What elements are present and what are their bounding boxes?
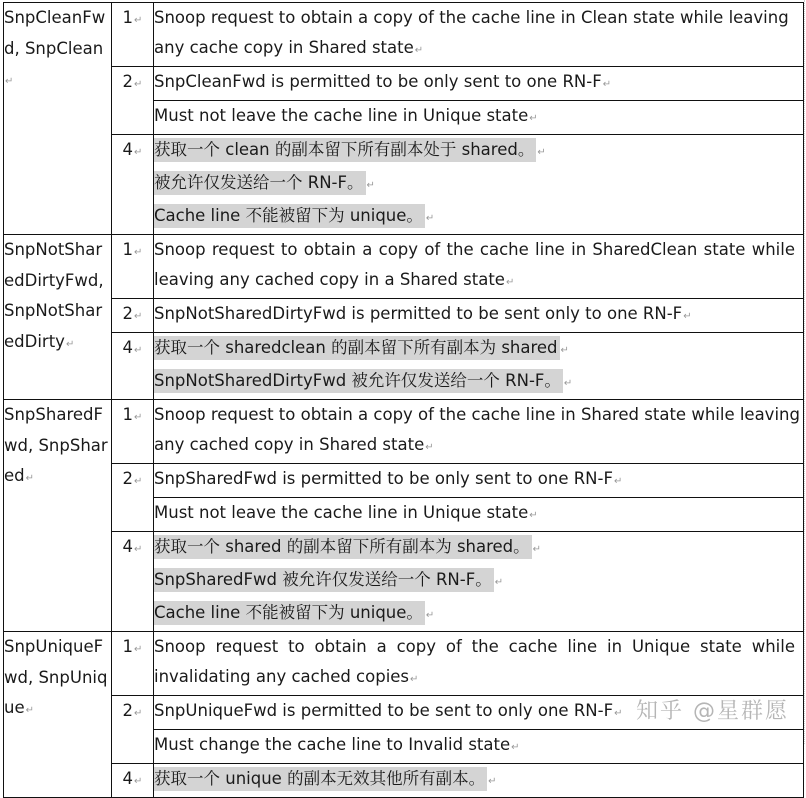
- paragraph-mark-icon: ↵: [134, 644, 143, 655]
- row-number-text: 1: [122, 240, 134, 259]
- snoop-type-name: SnpCleanFwd, SnpClean: [4, 8, 106, 58]
- paragraph-mark-icon: ↵: [134, 412, 143, 423]
- translation-cell: [154, 135, 804, 235]
- snoop-request-table: [3, 2, 804, 798]
- paragraph-mark-icon: ↵: [511, 742, 520, 753]
- paragraph-mark-icon: ↵: [614, 708, 623, 719]
- row-number-text: 4: [122, 537, 134, 556]
- paragraph-mark-icon: ↵: [613, 476, 623, 487]
- table-row: [4, 67, 804, 101]
- row-number-text: 2: [122, 701, 134, 720]
- description-cell: [154, 67, 804, 101]
- table-row: [4, 764, 804, 798]
- description-cell: [154, 464, 804, 498]
- row-number-text: 2: [122, 72, 134, 91]
- description-text: Snoop request to obtain a copy of the cache line in Shared state while leaving any cached copy in Shared state: [154, 405, 800, 454]
- table-row: [4, 333, 804, 400]
- paragraph-mark-icon: ↵: [532, 544, 542, 555]
- paragraph-mark-icon: ↵: [505, 277, 515, 288]
- paragraph-mark-icon: ↵: [134, 311, 143, 322]
- table-row: [4, 299, 804, 333]
- paragraph-mark-icon: ↵: [560, 345, 569, 356]
- description-text: Must not leave the cache line in Unique state: [154, 503, 529, 522]
- paragraph-mark-icon: ↵: [134, 544, 143, 555]
- row-number-text: 4: [122, 769, 134, 788]
- translation-cell: [154, 532, 804, 632]
- row-number: [112, 299, 154, 333]
- description-cell: [154, 632, 804, 696]
- paragraph-mark-icon: ↵: [410, 674, 419, 685]
- translation-line: Cache line 不能被留下为 unique。: [154, 601, 425, 625]
- paragraph-mark-icon: ↵: [537, 147, 546, 158]
- snoop-type-cell: [4, 235, 112, 400]
- paragraph-mark-icon: ↵: [134, 476, 143, 487]
- translation-cell: [154, 333, 804, 400]
- paragraph-mark-icon: ↵: [134, 708, 143, 719]
- paragraph-mark-icon: ↵: [5, 76, 14, 87]
- translation-line: 获取一个 shared 的副本留下所有副本为 shared。: [154, 535, 532, 559]
- paragraph-mark-icon: ↵: [134, 776, 143, 787]
- table-row: [4, 532, 804, 632]
- description-text: SnpSharedFwd is permitted to be only sent to one RN-F: [154, 469, 613, 488]
- translation-line: 获取一个 clean 的副本留下所有副本处于 shared。: [154, 138, 536, 162]
- description-cell: [154, 235, 804, 299]
- translation-line: SnpNotSharedDirtyFwd 被允许仅发送给一个 RN-F。: [154, 369, 563, 393]
- paragraph-mark-icon: ↵: [529, 510, 538, 521]
- row-number: [112, 67, 154, 135]
- translation-line: SnpSharedFwd 被允许仅发送给一个 RN-F。: [154, 568, 494, 592]
- paragraph-mark-icon: ↵: [425, 213, 435, 224]
- paragraph-mark-icon: ↵: [563, 378, 573, 389]
- table-row: [4, 464, 804, 498]
- row-number: [112, 464, 154, 532]
- description-cell: [154, 3, 804, 67]
- description-cell: [154, 101, 804, 135]
- row-number: [112, 532, 154, 632]
- row-number-text: 1: [122, 8, 134, 27]
- paragraph-mark-icon: ↵: [425, 442, 434, 453]
- snoop-type-name: SnpUniqueFwd, SnpUnique: [4, 637, 108, 717]
- paragraph-mark-icon: ↵: [529, 113, 538, 124]
- translation-line: Cache line 不能被留下为 unique。: [154, 204, 425, 228]
- snoop-type-name: SnpNotSharedDirtyFwd, SnpNotSharedDirty: [4, 240, 104, 351]
- row-number-text: 4: [122, 338, 134, 357]
- paragraph-mark-icon: ↵: [134, 247, 143, 258]
- description-cell: [154, 400, 804, 464]
- description-text: SnpCleanFwd is permitted to be only sent to one RN-F: [154, 72, 602, 91]
- snoop-type-cell: [4, 400, 112, 632]
- translation-cell: [154, 764, 804, 798]
- table-row: [4, 632, 804, 696]
- paragraph-mark-icon: ↵: [414, 45, 424, 56]
- table-row: [4, 135, 804, 235]
- table-row: [4, 235, 804, 299]
- paragraph-mark-icon: ↵: [602, 79, 612, 90]
- description-text: Snoop request to obtain a copy of the cache line in Clean state while leaving any cache copy in Shared state: [154, 8, 789, 57]
- row-number-text: 1: [122, 637, 134, 656]
- table-row: [4, 400, 804, 464]
- paragraph-mark-icon: ↵: [134, 79, 143, 90]
- description-cell: [154, 299, 804, 333]
- snoop-type-name: SnpSharedFwd, SnpShared: [4, 405, 108, 485]
- row-number: [112, 135, 154, 235]
- row-number: [112, 696, 154, 764]
- translation-line: 被允许仅发送给一个 RN-F。: [154, 171, 366, 195]
- paragraph-mark-icon: ↵: [494, 577, 504, 588]
- row-number-text: 2: [122, 304, 134, 323]
- row-number: [112, 632, 154, 696]
- row-number: [112, 764, 154, 798]
- translation-line: 获取一个 unique 的副本无效其他所有副本。: [154, 767, 487, 791]
- row-number-text: 4: [122, 140, 134, 159]
- paragraph-mark-icon: ↵: [134, 15, 143, 26]
- translation-line: 获取一个 sharedclean 的副本留下所有副本为 shared: [154, 336, 560, 360]
- paragraph-mark-icon: ↵: [134, 147, 143, 158]
- snoop-type-cell: [4, 632, 112, 798]
- row-number-text: 2: [122, 469, 134, 488]
- description-text: SnpUniqueFwd is permitted to be sent to only one RN-F: [154, 701, 614, 720]
- snoop-type-cell: [4, 3, 112, 235]
- description-cell: [154, 730, 804, 764]
- description-text: Snoop request to obtain a copy of the cache line in SharedClean state while leaving any cached copy in a Shared state: [154, 240, 795, 289]
- row-number: [112, 333, 154, 400]
- paragraph-mark-icon: ↵: [25, 473, 35, 484]
- table-row: [4, 3, 804, 67]
- description-text: Must not leave the cache line in Unique state: [154, 106, 529, 125]
- paragraph-mark-icon: ↵: [134, 345, 143, 356]
- paragraph-mark-icon: ↵: [683, 311, 692, 322]
- description-cell: [154, 498, 804, 532]
- paragraph-mark-icon: ↵: [425, 610, 435, 621]
- description-text: Must change the cache line to Invalid state: [154, 735, 511, 754]
- paragraph-mark-icon: ↵: [65, 338, 75, 350]
- watermark: 知乎 @星群愿: [636, 699, 789, 724]
- description-text: SnpNotSharedDirtyFwd is permitted to be sent only to one RN-F: [154, 304, 683, 323]
- paragraph-mark-icon: ↵: [25, 705, 34, 716]
- row-number: [112, 3, 154, 67]
- row-number: [112, 235, 154, 299]
- description-text: Snoop request to obtain a copy of the cache line in Unique state while invalidating any cached copies: [154, 637, 795, 686]
- row-number-text: 1: [122, 405, 134, 424]
- row-number: [112, 400, 154, 464]
- paragraph-mark-icon: ↵: [488, 776, 497, 787]
- paragraph-mark-icon: ↵: [366, 180, 375, 191]
